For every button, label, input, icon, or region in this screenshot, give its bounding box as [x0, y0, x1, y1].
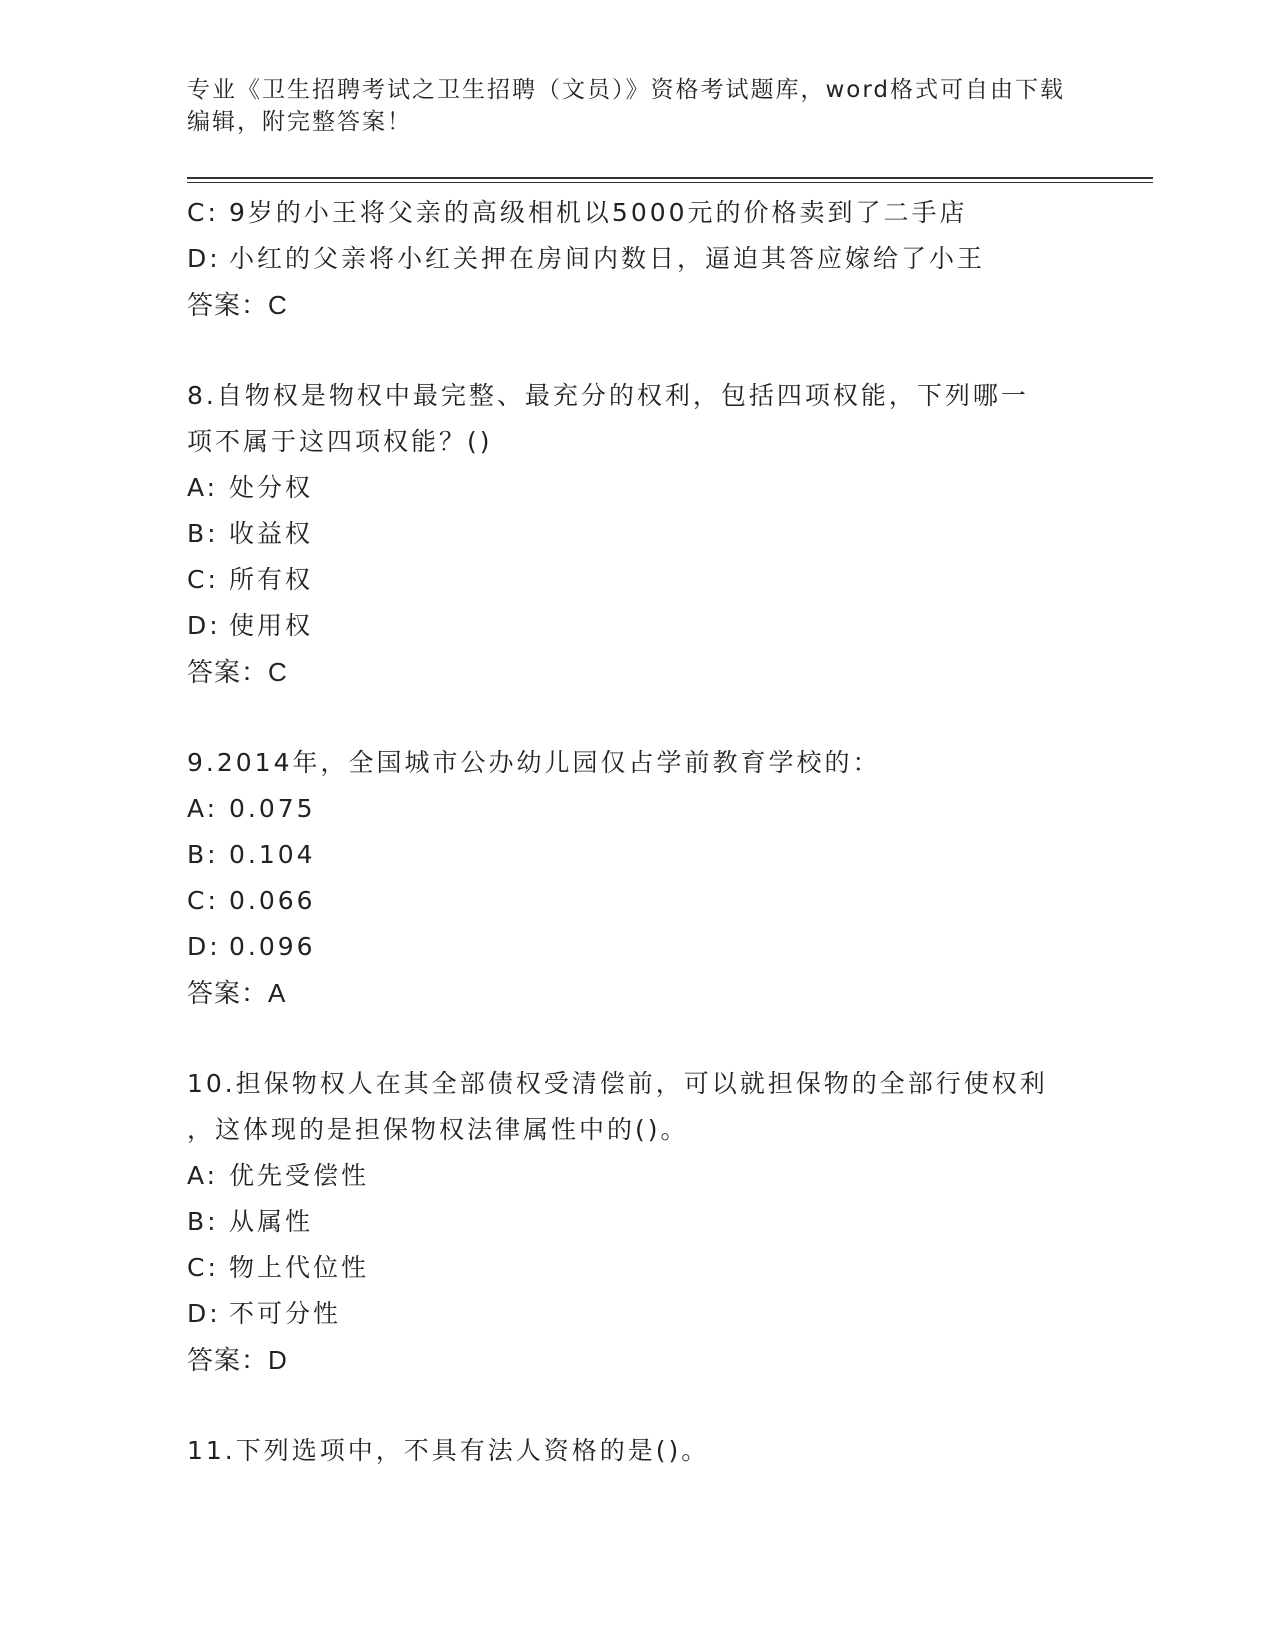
option-row — [187, 878, 1147, 924]
document-header — [187, 74, 1087, 138]
option-text: 处分权 — [229, 473, 314, 502]
header-line: 编辑，附完整答案！ — [187, 109, 412, 135]
option-text: 小红的父亲将小红关押在房间内数日，逼迫其答应嫁给了小王 — [229, 244, 986, 273]
question-list — [187, 190, 1147, 1474]
option-key: C: — [187, 1253, 219, 1282]
option-row — [187, 1199, 1147, 1245]
answer-line: 答案：C — [187, 657, 288, 687]
option-key: D: — [187, 244, 221, 273]
option-key: C: — [187, 886, 219, 915]
question-text: 11.下列选项中，不具有法人资格的是()。 — [187, 1436, 710, 1465]
option-key: C: — [187, 565, 219, 594]
option-row — [187, 236, 1147, 282]
option-row — [187, 1291, 1147, 1337]
option-key: D: — [187, 1299, 221, 1328]
option-key: B: — [187, 840, 219, 869]
option-key: D: — [187, 611, 221, 640]
question-text: 9.2014年，全国城市公办幼儿园仅占学前教育学校的： — [187, 748, 881, 777]
header-line: 专业《卫生招聘考试之卫生招聘（文员）》资格考试题库，word格式可自由下载 — [187, 77, 1066, 103]
option-key: A: — [187, 1161, 219, 1190]
option-key: D: — [187, 932, 221, 961]
header-divider — [187, 177, 1153, 179]
option-text: 优先受偿性 — [229, 1161, 370, 1190]
option-text: 所有权 — [229, 565, 314, 594]
option-text: 0.066 — [229, 886, 316, 915]
option-row — [187, 603, 1147, 649]
option-row — [187, 465, 1147, 511]
question-text: 10.担保物权人在其全部债权受清偿前，可以就担保物的全部行使权利 — [187, 1069, 1048, 1098]
question-block — [187, 740, 1147, 1016]
option-text: 0.075 — [229, 794, 316, 823]
option-row — [187, 832, 1147, 878]
answer-line: 答案：C — [187, 290, 288, 320]
option-text: 收益权 — [229, 519, 314, 548]
option-key: C: — [187, 198, 219, 227]
option-key: B: — [187, 1207, 219, 1236]
option-row — [187, 1153, 1147, 1199]
question-text: 项不属于这四项权能？() — [187, 427, 493, 456]
option-row — [187, 190, 1147, 236]
question-block — [187, 1061, 1147, 1383]
option-row — [187, 786, 1147, 832]
option-key: A: — [187, 794, 219, 823]
option-text: 不可分性 — [229, 1299, 342, 1328]
option-text: 0.096 — [229, 932, 316, 961]
option-row — [187, 1245, 1147, 1291]
option-row — [187, 924, 1147, 970]
option-text: 使用权 — [229, 611, 314, 640]
option-key: A: — [187, 473, 219, 502]
option-key: B: — [187, 519, 219, 548]
question-block — [187, 1428, 1147, 1474]
option-text: 从属性 — [229, 1207, 314, 1236]
option-row — [187, 511, 1147, 557]
header-divider — [187, 182, 1153, 183]
question-text: ，这体现的是担保物权法律属性中的()。 — [187, 1115, 689, 1144]
option-text: 物上代位性 — [229, 1253, 370, 1282]
question-block — [187, 373, 1147, 695]
answer-line: 答案：A — [187, 978, 287, 1008]
answer-line: 答案：D — [187, 1345, 288, 1375]
question-text: 8.自物权是物权中最完整、最充分的权利，包括四项权能，下列哪一 — [187, 381, 1029, 410]
option-text: 9岁的小王将父亲的高级相机以5000元的价格卖到了二手店 — [229, 198, 968, 227]
option-text: 0.104 — [229, 840, 316, 869]
option-row — [187, 557, 1147, 603]
